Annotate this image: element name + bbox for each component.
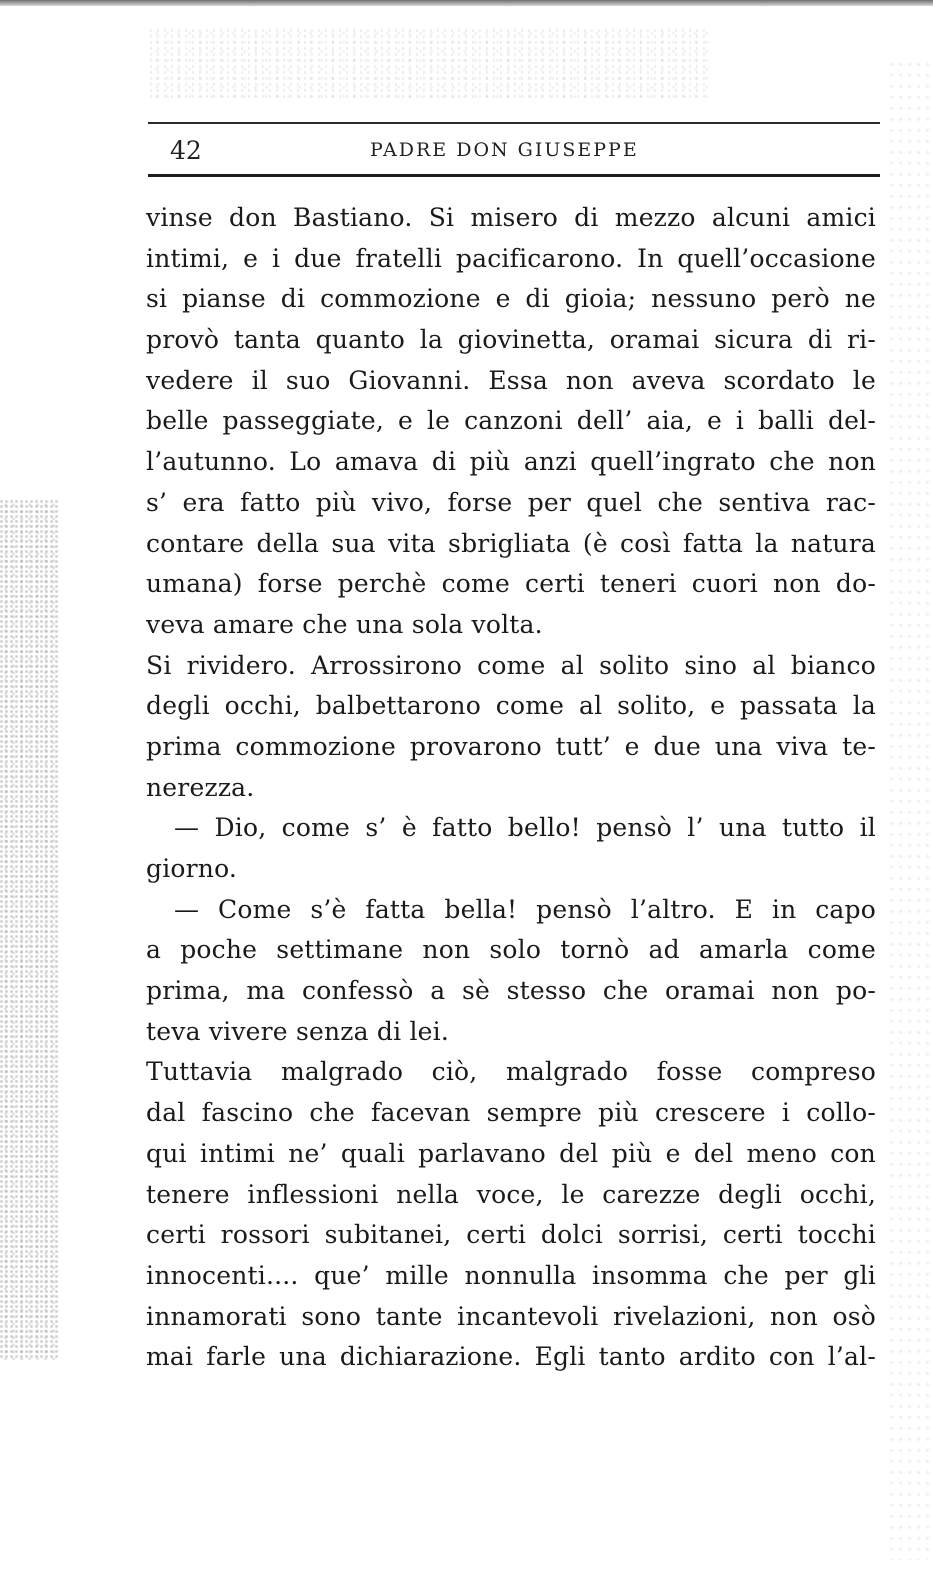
text-line: prima, ma confessò a sè stesso che oramai non po- [146,976,876,1006]
running-title: PADRE DON GIUSEPPE [370,139,639,161]
text-line: provò tanta quanto la giovinetta, oramai sicura di ri- [146,325,876,355]
header-rule-top [148,122,880,124]
scan-noise-right [888,60,933,1560]
text-line: Tuttavia malgrado ciò, malgrado fosse compreso [146,1057,876,1087]
text-line: dal fascino che facevan sempre più crescere i collo- [146,1098,876,1128]
text-line: vinse don Bastiano. Si misero di mezzo alcuni amici [146,203,876,232]
page-number: 42 [170,136,202,165]
text-line: intimi, e i due fratelli pacificarono. In quell’occasione [146,243,876,273]
text-line: — Come s’è fatta bella! pensò l’altro. E in capo [174,894,876,924]
text-line: mai farle una dichiarazione. Egli tanto ardito con l’al- [146,1342,876,1372]
text-line: belle passeggiate, e le canzoni dell’ aia, e i balli del- [146,406,876,436]
text-line: si pianse di commozione e di gioia; nessuno però ne [146,284,876,314]
text-line: tenere inflessioni nella voce, le carezze degli occhi, [146,1179,876,1209]
body-text [146,198,876,1378]
text-line: giorno. [146,854,238,883]
scan-edge [0,0,933,6]
text-line: nerezza. [146,772,255,802]
text-line: innamorati sono tante incantevoli rivelazioni, non osò [146,1301,876,1331]
text-line: vedere il suo Giovanni. Essa non aveva scordato le [146,365,876,395]
text-line: Si rividero. Arrossirono come al solito sino al bianco [146,650,876,680]
text-line: degli occhi, balbettarono come al solito, e passata la [146,691,876,721]
scan-noise-top [150,28,710,98]
text-line: — Dio, come s’ è fatto bello! pensò l’ una tutto il [174,813,876,843]
text-line: teva vivere senza di lei. [146,1016,449,1046]
text-line: l’autunno. Lo amava di più anzi quell’ingrato che non [146,447,876,477]
text-line: prima commozione provarono tutt’ e due una viva te- [146,731,876,761]
scan-noise-left [0,500,60,1360]
text-line: contare della sua vita sbrigliata (è così fatta la natura [146,528,876,558]
text-line: umana) forse perchè come certi teneri cuori non do- [146,569,876,599]
header-rule-bottom [148,174,880,177]
text-line: s’ era fatto più vivo, forse per quel che sentiva rac- [146,487,876,517]
text-line: qui intimi ne’ quali parlavano del più e del meno con [146,1138,876,1168]
text-line: veva amare che una sola volta. [146,609,543,639]
text-line: innocenti.... que’ mille nonnulla insomma che per gli [146,1260,876,1290]
text-line: a poche settimane non solo tornò ad amarla come [146,935,876,965]
text-line: certi rossori subitanei, certi dolci sorrisi, certi tocchi [146,1220,876,1250]
